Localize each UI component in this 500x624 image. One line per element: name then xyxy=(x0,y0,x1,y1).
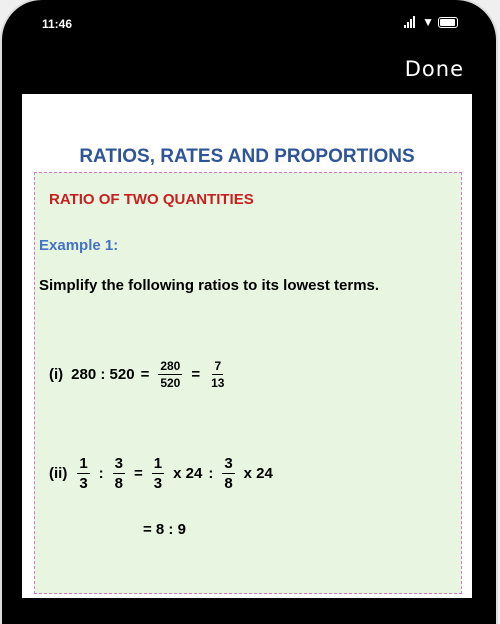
part-ii-fraction-c xyxy=(152,455,164,492)
status-icons xyxy=(404,16,458,28)
part-i-equation xyxy=(49,359,229,390)
part-i-equals-2: = xyxy=(191,366,201,383)
wifi-icon: ▼ xyxy=(422,15,434,29)
part-ii-fraction-d xyxy=(222,455,234,492)
part-ii-equation xyxy=(49,455,273,492)
part-ii-times-1: x 24 xyxy=(173,465,203,482)
part-ii-label: (ii) xyxy=(49,465,68,482)
fraction-numerator: 1 xyxy=(153,455,163,472)
instruction-text: Simplify the following ratios to its lowest terms. xyxy=(39,277,380,294)
part-ii-fraction-a xyxy=(77,455,89,492)
fraction-numerator: 3 xyxy=(224,455,233,472)
status-bar xyxy=(20,14,480,34)
fraction-numerator: 7 xyxy=(214,359,222,373)
status-time: 11:46 xyxy=(42,17,73,31)
signal-icon xyxy=(404,16,418,28)
done-button[interactable]: Done xyxy=(404,57,464,81)
fraction-numerator: 280 xyxy=(160,359,181,373)
part-ii-times-2: x 24 xyxy=(243,465,273,482)
part-ii-colon-1: : xyxy=(98,465,104,482)
fraction-denominator: 520 xyxy=(160,376,181,390)
part-i-equals-1: = xyxy=(140,366,150,383)
part-i-fraction-1 xyxy=(158,359,182,390)
part-i-label: (i) xyxy=(49,366,64,383)
part-ii-equals: = xyxy=(134,465,143,482)
battery-icon xyxy=(438,17,458,28)
part-i-expression: 280 : 520 xyxy=(71,366,135,383)
example-label: Example 1: xyxy=(39,237,119,254)
fraction-numerator: 1 xyxy=(79,455,88,472)
section-heading: RATIO OF TWO QUANTITIES xyxy=(49,191,254,208)
fraction-denominator: 3 xyxy=(79,475,88,492)
example-panel xyxy=(34,172,462,594)
fraction-denominator: 3 xyxy=(153,475,163,492)
fraction-numerator: 3 xyxy=(114,455,124,472)
bottom-bar xyxy=(2,598,496,624)
part-ii-colon-2: : xyxy=(208,465,214,482)
fraction-denominator: 8 xyxy=(114,475,124,492)
content-image xyxy=(22,94,472,598)
part-ii-result: = 8 : 9 xyxy=(143,521,186,538)
part-ii-fraction-b xyxy=(113,455,125,492)
fraction-denominator: 13 xyxy=(211,376,225,390)
page-title: RATIOS, RATES AND PROPORTIONS xyxy=(79,146,415,167)
part-i-fraction-2 xyxy=(209,359,226,390)
fraction-denominator: 8 xyxy=(224,475,233,492)
